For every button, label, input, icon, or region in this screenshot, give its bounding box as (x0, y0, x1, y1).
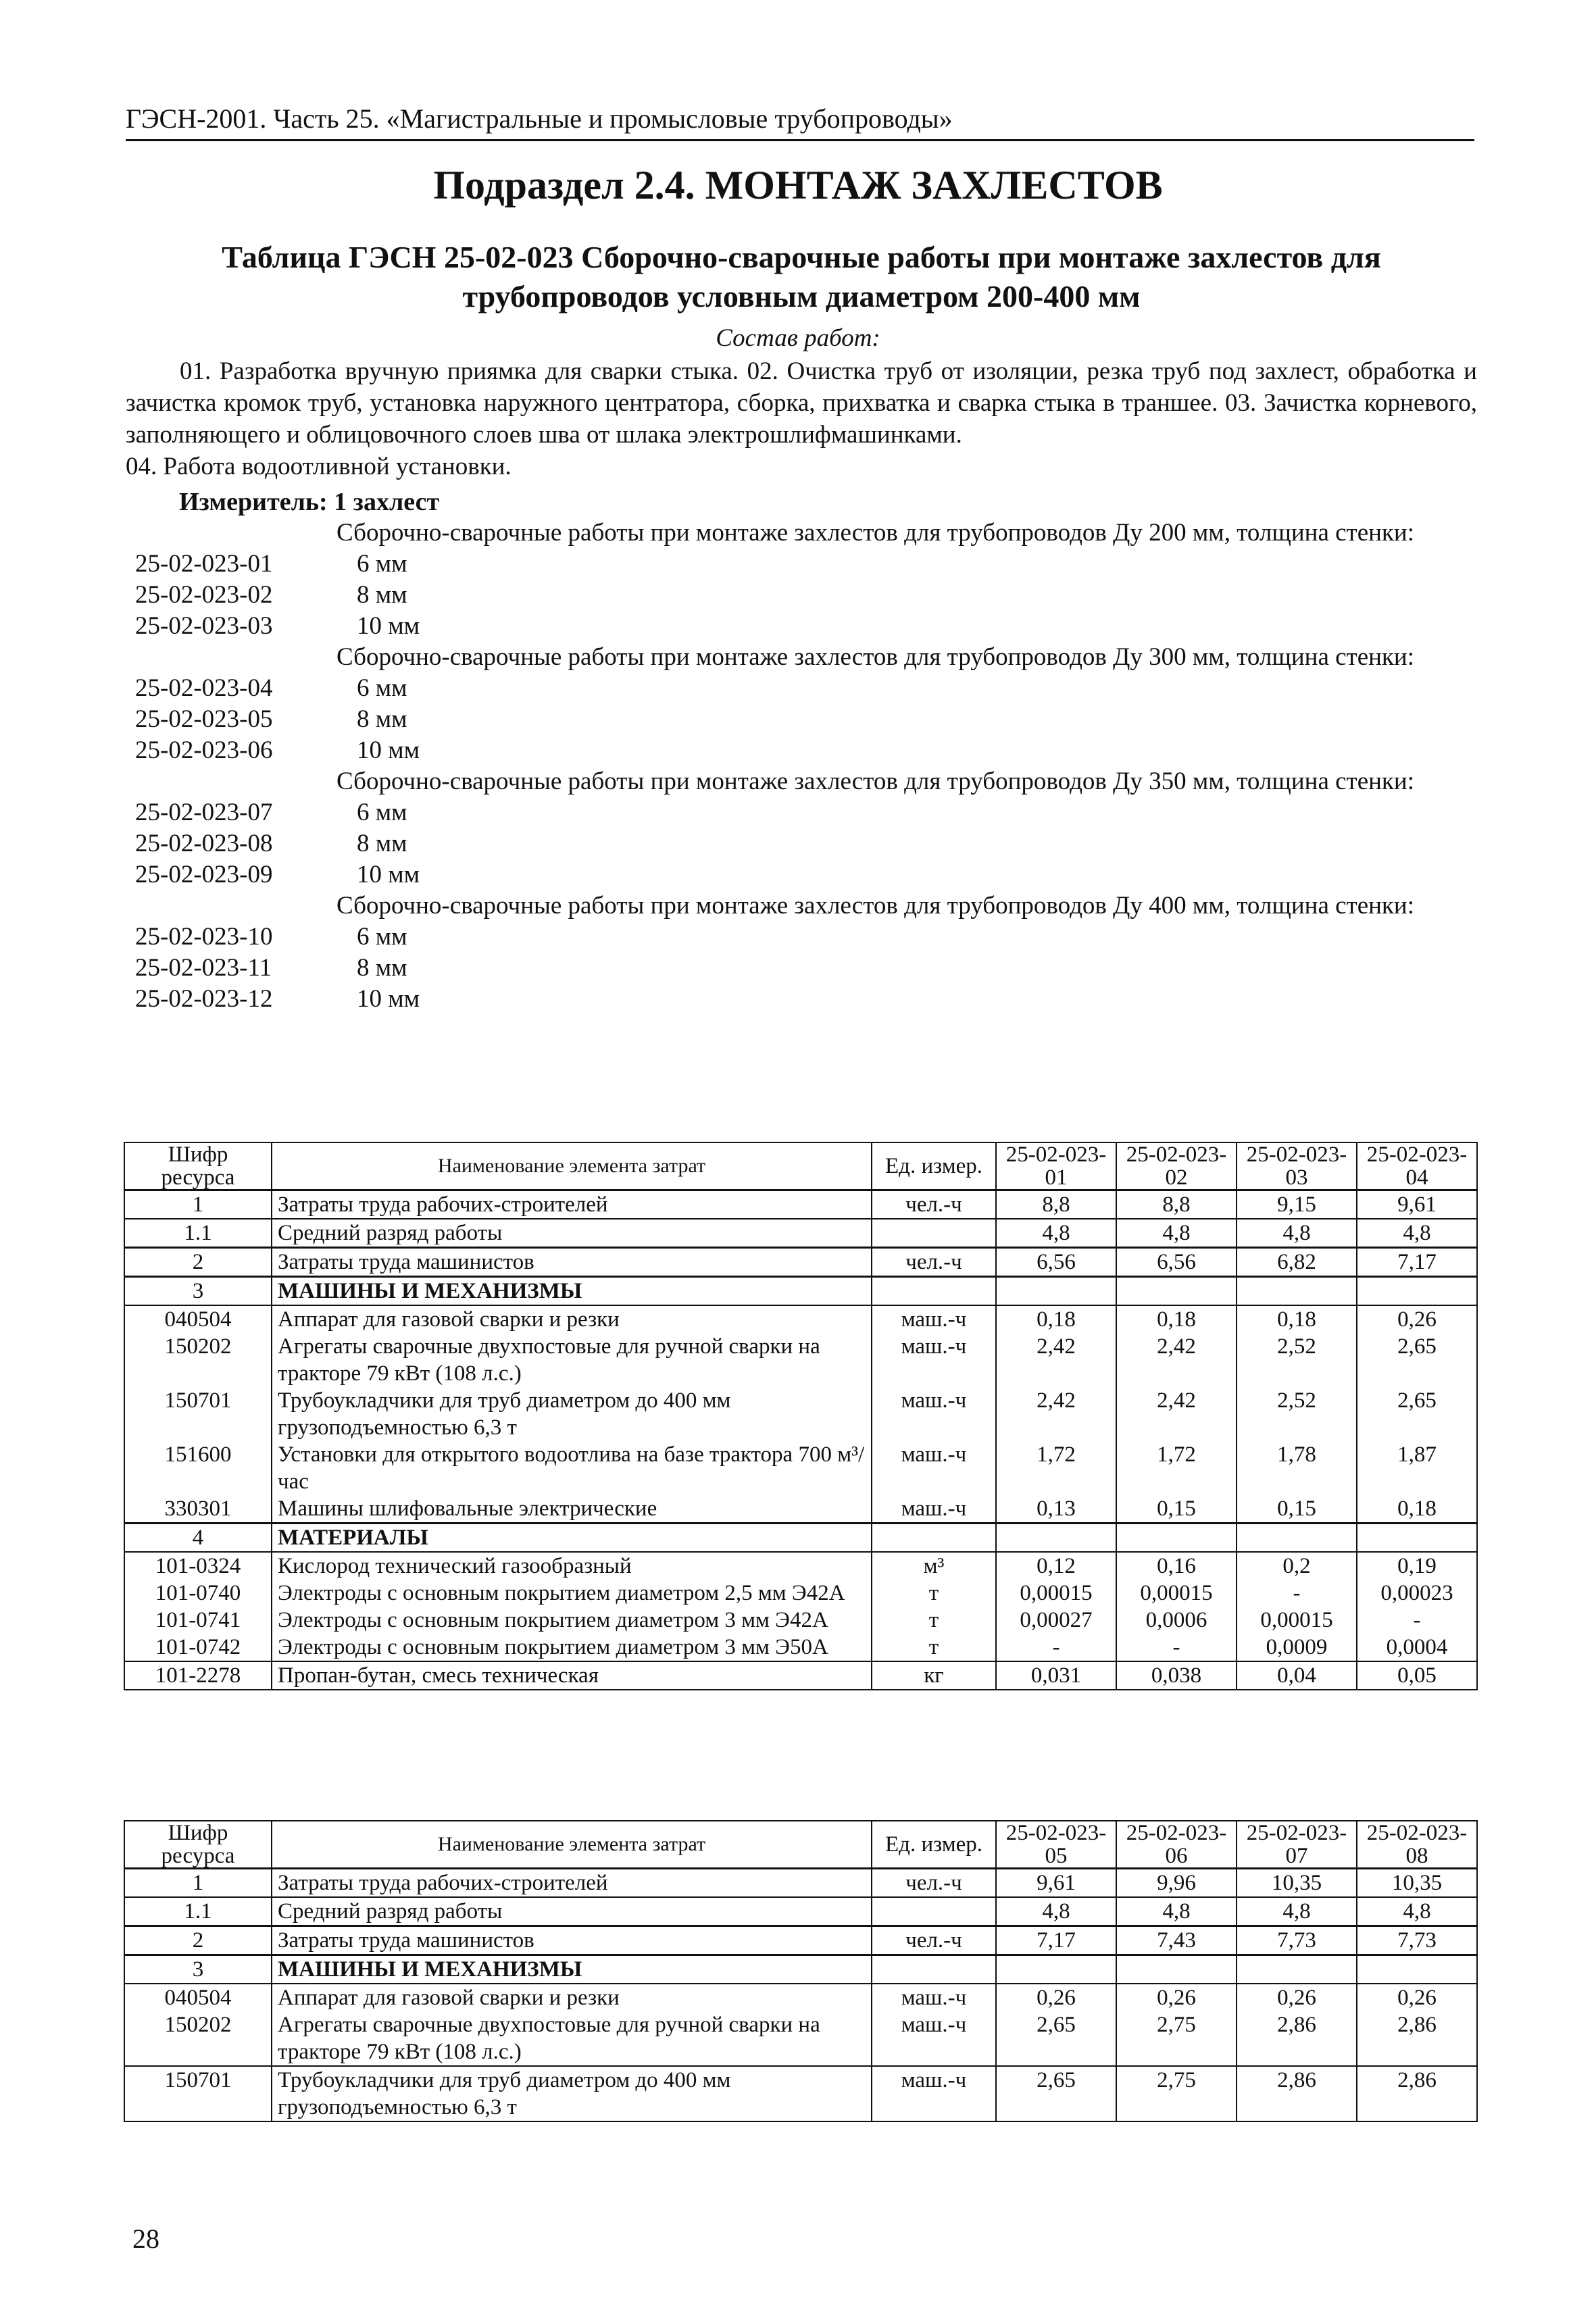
variant-size: 10 мм (357, 985, 420, 1013)
table-row (124, 2011, 1477, 2066)
variant-size: 10 мм (357, 736, 420, 764)
variant-row (135, 828, 1480, 859)
value-cell: 6,82 (1237, 1248, 1357, 1277)
unit-cell: маш.-ч (872, 2066, 996, 2121)
resource-name-cell: Трубоукладчики для труб диаметром до 400 мм грузоподъемностью 6,3 т (272, 2066, 872, 2121)
table-row (124, 1869, 1477, 1898)
value-cell: 1,87 (1357, 1441, 1477, 1495)
resource-name-cell: Трубоукладчики для труб диаметром до 400 мм грузоподъемностью 6,3 т (272, 1387, 872, 1441)
unit-cell: чел.-ч (872, 1926, 996, 1955)
resource-table-1 (124, 1142, 1478, 1690)
value-cell: 0,26 (1357, 1305, 1477, 1333)
value-cell: 10,35 (1237, 1869, 1357, 1898)
value-cell: 4,8 (1357, 1219, 1477, 1248)
column-header: Шифр ресурса (124, 1821, 272, 1869)
resource-name-cell: Аппарат для газовой сварки и резки (272, 1305, 872, 1333)
value-cell: 4,8 (1237, 1897, 1357, 1926)
value-cell: 0,26 (1116, 1984, 1237, 2011)
unit-cell: м³ (872, 1552, 996, 1580)
value-cell: 0,038 (1116, 1661, 1237, 1690)
value-cell: 2,42 (996, 1333, 1116, 1387)
value-cell: 2,52 (1237, 1333, 1357, 1387)
value-cell: 0,19 (1357, 1552, 1477, 1580)
unit-cell: чел.-ч (872, 1869, 996, 1898)
variant-size: 6 мм (357, 674, 407, 702)
column-header: Шифр ресурса (124, 1142, 272, 1190)
value-cell: 6,56 (1116, 1248, 1237, 1277)
table-row (124, 1277, 1477, 1306)
value-cell: 4,8 (996, 1897, 1116, 1926)
work-composition-text (126, 355, 1477, 482)
value-cell: - (1357, 1607, 1477, 1634)
value-cell: 2,75 (1116, 2066, 1237, 2121)
resource-code-cell: 2 (124, 1248, 272, 1277)
variant-code: 25-02-023-08 (135, 830, 273, 857)
value-cell: 2,65 (1357, 1387, 1477, 1441)
resource-name-cell: МАТЕРИАЛЫ (272, 1524, 872, 1553)
value-cell: 1,72 (1116, 1441, 1237, 1495)
table-title (126, 238, 1477, 316)
resource-name-cell: Затраты труда машинистов (272, 1926, 872, 1955)
value-cell: 4,8 (996, 1219, 1116, 1248)
value-cell: 0,13 (996, 1495, 1116, 1524)
value-cell: 0,26 (1237, 1984, 1357, 2011)
value-cell: 0,18 (996, 1305, 1116, 1333)
value-cell: 2,42 (1116, 1387, 1237, 1441)
resource-code-cell: 1 (124, 1869, 272, 1898)
value-cell: 6,56 (996, 1248, 1116, 1277)
variant-row (135, 859, 1480, 890)
resource-name-cell: МАШИНЫ И МЕХАНИЗМЫ (272, 1277, 872, 1306)
value-cell: 0,00015 (1116, 1580, 1237, 1607)
value-cell (996, 1277, 1116, 1306)
variant-code: 25-02-023-03 (135, 612, 273, 640)
resource-code-cell: 3 (124, 1277, 272, 1306)
table-row (124, 2066, 1477, 2121)
unit-cell: маш.-ч (872, 1495, 996, 1524)
value-cell: 2,42 (1116, 1333, 1237, 1387)
variant-code: 25-02-023-05 (135, 705, 273, 733)
variant-group (135, 642, 1480, 766)
value-cell (1237, 1524, 1357, 1553)
unit-cell (872, 1277, 996, 1306)
value-cell: 0,15 (1237, 1495, 1357, 1524)
resource-code-cell: 150202 (124, 1333, 272, 1387)
unit-cell: маш.-ч (872, 1305, 996, 1333)
section-title: Подраздел 2.4. МОНТАЖ ЗАХЛЕСТОВ (433, 163, 1163, 207)
variant-row (135, 673, 1480, 704)
variant-code: 25-02-023-11 (135, 954, 272, 982)
unit-cell: т (872, 1580, 996, 1607)
work-composition-heading: Состав работ: (716, 324, 880, 352)
resource-table-2 (124, 1820, 1478, 2122)
value-cell: 2,65 (1357, 1333, 1477, 1387)
value-cell: - (1237, 1580, 1357, 1607)
column-header: Ед. измер. (872, 1821, 996, 1869)
resource-name-cell: Машины шлифовальные электрические (272, 1495, 872, 1524)
value-cell: 9,15 (1237, 1190, 1357, 1219)
table-row (124, 1248, 1477, 1277)
resource-code-cell: 150701 (124, 2066, 272, 2121)
unit-cell (872, 1219, 996, 1248)
value-cell (996, 1524, 1116, 1553)
value-cell: 1,72 (996, 1441, 1116, 1495)
resource-code-cell: 101-0740 (124, 1580, 272, 1607)
variant-group-description: Сборочно-сварочные работы при монтаже захлестов для трубопроводов Ду 400 мм, толщина стенки: (336, 892, 1414, 920)
resource-name-cell: Затраты труда рабочих-строителей (272, 1190, 872, 1219)
column-header: 25-02-023-06 (1116, 1821, 1237, 1869)
variant-size: 8 мм (357, 830, 407, 857)
variant-row (135, 922, 1480, 953)
value-cell: 0,0009 (1237, 1634, 1357, 1661)
resource-name-cell: МАШИНЫ И МЕХАНИЗМЫ (272, 1955, 872, 1984)
column-header: Наименование элемента затрат (272, 1142, 872, 1190)
value-cell: 2,65 (996, 2011, 1116, 2066)
value-cell (1116, 1524, 1237, 1553)
value-cell: 4,8 (1357, 1897, 1477, 1926)
value-cell: 2,52 (1237, 1387, 1357, 1441)
variant-group-description: Сборочно-сварочные работы при монтаже захлестов для трубопроводов Ду 200 мм, толщина стенки: (336, 519, 1414, 547)
column-header: 25-02-023-04 (1357, 1142, 1477, 1190)
resource-code-cell: 101-2278 (124, 1661, 272, 1690)
unit-cell (872, 1524, 996, 1553)
resource-code-cell: 150701 (124, 1387, 272, 1441)
variant-row (135, 580, 1480, 611)
variant-size: 10 мм (357, 861, 420, 888)
resource-code-cell: 3 (124, 1955, 272, 1984)
column-header: Наименование элемента затрат (272, 1821, 872, 1869)
variant-group (135, 766, 1480, 890)
variant-code: 25-02-023-06 (135, 736, 273, 764)
value-cell: 0,18 (1116, 1305, 1237, 1333)
variant-size: 8 мм (357, 705, 407, 733)
value-cell: 10,35 (1357, 1869, 1477, 1898)
running-header: ГЭСН-2001. Часть 25. «Магистральные и промысловые трубопроводы» (126, 101, 1474, 141)
variant-row (135, 549, 1480, 580)
unit-cell: маш.-ч (872, 2011, 996, 2066)
variant-list (135, 518, 1480, 1015)
value-cell (1116, 1955, 1237, 1984)
value-cell: 9,61 (996, 1869, 1116, 1898)
value-cell: 4,8 (1237, 1219, 1357, 1248)
table-title-line-1: Таблица ГЭСН 25-02-023 Сборочно-сварочные работы при монтаже захлестов для (222, 240, 1381, 274)
resource-name-cell: Пропан-бутан, смесь техническая (272, 1661, 872, 1690)
variant-size: 6 мм (357, 799, 407, 826)
value-cell: 1,78 (1237, 1441, 1357, 1495)
variant-size: 6 мм (357, 923, 407, 951)
value-cell: 0,2 (1237, 1552, 1357, 1580)
unit-cell: чел.-ч (872, 1248, 996, 1277)
variant-row (135, 704, 1480, 735)
resource-name-cell: Затраты труда рабочих-строителей (272, 1869, 872, 1898)
variant-row (135, 611, 1480, 642)
column-header: 25-02-023-01 (996, 1142, 1116, 1190)
value-cell: 7,73 (1237, 1926, 1357, 1955)
resource-name-cell: Аппарат для газовой сварки и резки (272, 1984, 872, 2011)
value-cell: 8,8 (996, 1190, 1116, 1219)
variant-group-description: Сборочно-сварочные работы при монтаже захлестов для трубопроводов Ду 350 мм, толщина стенки: (336, 768, 1414, 795)
unit-cell: т (872, 1634, 996, 1661)
value-cell (1237, 1277, 1357, 1306)
value-cell: 0,00023 (1357, 1580, 1477, 1607)
variant-code: 25-02-023-09 (135, 861, 273, 888)
resource-code-cell: 1 (124, 1190, 272, 1219)
value-cell: 0,18 (1237, 1305, 1357, 1333)
value-cell: 0,00015 (1237, 1607, 1357, 1634)
value-cell: 9,61 (1357, 1190, 1477, 1219)
resource-name-cell: Электроды с основным покрытием диаметром 3 мм Э42А (272, 1607, 872, 1634)
value-cell (1357, 1277, 1477, 1306)
table-row (124, 1607, 1477, 1634)
variant-code: 25-02-023-04 (135, 674, 273, 702)
table-header-row (124, 1142, 1477, 1190)
table-row (124, 1305, 1477, 1333)
variant-code: 25-02-023-02 (135, 581, 273, 609)
resource-name-cell: Электроды с основным покрытием диаметром 3 мм Э50А (272, 1634, 872, 1661)
table-row (124, 1984, 1477, 2011)
value-cell: 2,86 (1357, 2066, 1477, 2121)
unit-cell: маш.-ч (872, 1333, 996, 1387)
measure-unit: Измеритель: 1 захлест (179, 488, 440, 516)
resource-code-cell: 4 (124, 1524, 272, 1553)
table-row (124, 1955, 1477, 1984)
value-cell: 7,73 (1357, 1926, 1477, 1955)
unit-cell: т (872, 1607, 996, 1634)
variant-group (135, 890, 1480, 1015)
resource-code-cell: 040504 (124, 1305, 272, 1333)
value-cell: 0,12 (996, 1552, 1116, 1580)
value-cell: 9,96 (1116, 1869, 1237, 1898)
value-cell: 0,05 (1357, 1661, 1477, 1690)
value-cell: 8,8 (1116, 1190, 1237, 1219)
table-row (124, 1634, 1477, 1661)
table-row (124, 1580, 1477, 1607)
resource-code-cell: 101-0742 (124, 1634, 272, 1661)
variant-group (135, 518, 1480, 642)
variant-size: 8 мм (357, 954, 407, 982)
variant-code: 25-02-023-07 (135, 799, 273, 826)
value-cell: - (996, 1634, 1116, 1661)
value-cell (1116, 1277, 1237, 1306)
resource-name-cell: Средний разряд работы (272, 1897, 872, 1926)
resource-name-cell: Электроды с основным покрытием диаметром 2,5 мм Э42А (272, 1580, 872, 1607)
resource-code-cell: 150202 (124, 2011, 272, 2066)
resource-code-cell: 040504 (124, 1984, 272, 2011)
table-row (124, 1897, 1477, 1926)
value-cell: 0,00027 (996, 1607, 1116, 1634)
resource-name-cell: Агрегаты сварочные двухпостовые для ручной сварки на тракторе 79 кВт (108 л.с.) (272, 1333, 872, 1387)
resource-name-cell: Установки для открытого водоотлива на базе трактора 700 м³/час (272, 1441, 872, 1495)
variant-row (135, 984, 1480, 1015)
table-row (124, 1190, 1477, 1219)
resource-code-cell: 330301 (124, 1495, 272, 1524)
value-cell: 0,031 (996, 1661, 1116, 1690)
value-cell (1237, 1955, 1357, 1984)
resource-code-cell: 2 (124, 1926, 272, 1955)
resource-code-cell: 101-0741 (124, 1607, 272, 1634)
column-header: Ед. измер. (872, 1142, 996, 1190)
resource-name-cell: Средний разряд работы (272, 1219, 872, 1248)
table-row (124, 1524, 1477, 1553)
value-cell (1357, 1524, 1477, 1553)
value-cell: 2,75 (1116, 2011, 1237, 2066)
work-paragraph-1: 01. Разработка вручную приямка для сварки стыка. 02. Очистка труб от изоляции, резка труб под захлест, обработка и зачистка кромок труб, установка наружного центратора, сборка, прихватка и сварка стыка в траншее. 03. Зачистка корневого, заполняющего и облицовочного слоев шва от шлака электрошлифмашинками. (126, 357, 1477, 449)
table-row (124, 1441, 1477, 1495)
variant-code: 25-02-023-10 (135, 923, 273, 951)
resource-code-cell: 1.1 (124, 1219, 272, 1248)
value-cell: 2,65 (996, 2066, 1116, 2121)
value-cell: 2,86 (1237, 2011, 1357, 2066)
unit-cell (872, 1955, 996, 1984)
variant-size: 8 мм (357, 581, 407, 609)
resource-code-cell: 101-0324 (124, 1552, 272, 1580)
table-row (124, 1926, 1477, 1955)
value-cell: 7,17 (996, 1926, 1116, 1955)
table-row (124, 1552, 1477, 1580)
value-cell: 2,86 (1237, 2066, 1357, 2121)
column-header: 25-02-023-08 (1357, 1821, 1477, 1869)
resource-name-cell: Кислород технический газообразный (272, 1552, 872, 1580)
value-cell: 4,8 (1116, 1219, 1237, 1248)
value-cell: 0,15 (1116, 1495, 1237, 1524)
value-cell: 0,00015 (996, 1580, 1116, 1607)
unit-cell: чел.-ч (872, 1190, 996, 1219)
table-row (124, 1495, 1477, 1524)
work-paragraph-2: 04. Работа водоотливной установки. (126, 453, 512, 480)
unit-cell: маш.-ч (872, 1387, 996, 1441)
value-cell: 2,42 (996, 1387, 1116, 1441)
variant-code: 25-02-023-01 (135, 550, 273, 578)
value-cell: 7,17 (1357, 1248, 1477, 1277)
value-cell: 4,8 (1116, 1897, 1237, 1926)
column-header: 25-02-023-07 (1237, 1821, 1357, 1869)
table-row (124, 1219, 1477, 1248)
resource-name-cell: Затраты труда машинистов (272, 1248, 872, 1277)
value-cell (996, 1955, 1116, 1984)
resource-name-cell: Агрегаты сварочные двухпостовые для ручной сварки на тракторе 79 кВт (108 л.с.) (272, 2011, 872, 2066)
variant-group-description: Сборочно-сварочные работы при монтаже захлестов для трубопроводов Ду 300 мм, толщина стенки: (336, 643, 1414, 671)
resource-code-cell: 1.1 (124, 1897, 272, 1926)
value-cell: 0,26 (1357, 1984, 1477, 2011)
column-header: 25-02-023-02 (1116, 1142, 1237, 1190)
variant-size: 10 мм (357, 612, 420, 640)
column-header: 25-02-023-05 (996, 1821, 1116, 1869)
value-cell: 0,04 (1237, 1661, 1357, 1690)
value-cell: 0,16 (1116, 1552, 1237, 1580)
unit-cell: кг (872, 1661, 996, 1690)
page-number: 28 (132, 2223, 159, 2254)
unit-cell (872, 1897, 996, 1926)
variant-row (135, 953, 1480, 984)
variant-row (135, 735, 1480, 766)
value-cell: 2,86 (1357, 2011, 1477, 2066)
unit-cell: маш.-ч (872, 1441, 996, 1495)
value-cell: 0,26 (996, 1984, 1116, 2011)
value-cell: 0,18 (1357, 1495, 1477, 1524)
table-row (124, 1661, 1477, 1690)
variant-row (135, 797, 1480, 828)
table-row (124, 1333, 1477, 1387)
value-cell (1357, 1955, 1477, 1984)
variant-code: 25-02-023-12 (135, 985, 273, 1013)
variant-size: 6 мм (357, 550, 407, 578)
unit-cell: маш.-ч (872, 1984, 996, 2011)
table-header-row (124, 1821, 1477, 1869)
value-cell: 7,43 (1116, 1926, 1237, 1955)
table-row (124, 1387, 1477, 1441)
value-cell: - (1116, 1634, 1237, 1661)
table-title-line-2: трубопроводов условным диаметром 200-400 мм (462, 279, 1141, 313)
resource-code-cell: 151600 (124, 1441, 272, 1495)
column-header: 25-02-023-03 (1237, 1142, 1357, 1190)
value-cell: 0,0004 (1357, 1634, 1477, 1661)
value-cell: 0,0006 (1116, 1607, 1237, 1634)
